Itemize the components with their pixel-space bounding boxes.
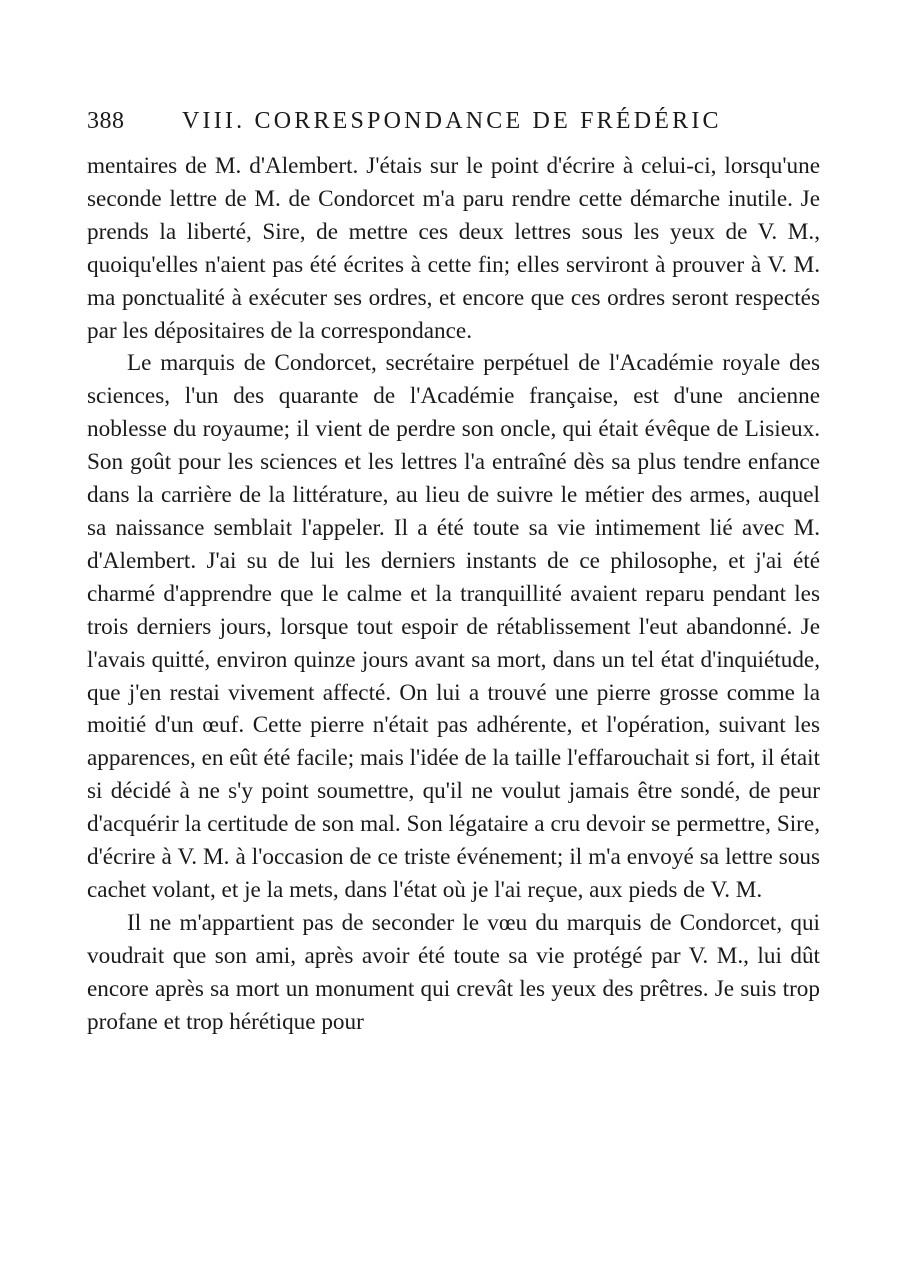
body-text	[87, 150, 820, 1038]
running-title: VIII. CORRESPONDANCE DE FRÉDÉRIC	[182, 108, 722, 134]
paragraph-monument: Il ne m'appartient pas de seconder le vœu du marquis de Condorcet, qui voudrait que son ami, après avoir été toute sa vie protégé par V. M., lui dût encore après sa mort un monument qui crevât les yeux des prêtres. Je suis trop profane et trop hérétique pour	[87, 909, 820, 1035]
book-page	[87, 108, 820, 1038]
paragraph-condorcet: Le marquis de Condorcet, secrétaire perpétuel de l'Académie royale des sciences, l'un des quarante de l'Académie française, est d'une ancienne noblesse du royaume; il vient de perdre son oncle, qui était évêque de Lisieux. Son goût pour les sciences et les lettres l'a entraîné dès sa plus tendre enfance dans la carrière de la littérature, au lieu de suivre le métier des armes, auquel sa naissance semblait l'appeler. Il a été toute sa vie intimement lié avec M. d'Alembert. J'ai su de lui les derniers instants de ce philosophe, et j'ai été charmé d'apprendre que le calme et la tranquillité avaient reparu pendant les trois derniers jours, lorsque tout espoir de rétablissement l'eut abandonné. Je l'avais quitté, environ quinze jours avant sa mort, dans un tel état d'inquiétude, que j'en restai vivement affecté. On lui a trouvé une pierre grosse comme la moitié d'un œuf. Cette pierre n'était pas adhérente, et l'opération, suivant les apparences, en eût été facile; mais l'idée de la taille l'effarouchait si fort, il était si décidé à ne s'y point soumettre, qu'il ne voulut jamais être sondé, de peur d'acquérir la certitude de son mal. Son légataire a cru devoir se permettre, Sire, d'écrire à V. M. à l'occasion de ce triste événement; il m'a envoyé sa lettre sous cachet volant, et je la mets, dans l'état où je l'ai reçue, aux pieds de V. M.	[87, 350, 820, 903]
paragraph-continued: mentaires de M. d'Alembert. J'étais sur le point d'écrire à celui-ci, lorsqu'une seconde lettre de M. de Condorcet m'a paru rendre cette démarche inutile. Je prends la liberté, Sire, de mettre ces deux lettres sous les yeux de V. M., quoiqu'elles n'aient pas été écrites à cette fin; elles serviront à prouver à V. M. ma ponctualité à exécuter ses ordres, et encore que ces ordres seront respectés par les dépositaires de la correspondance.	[87, 153, 820, 344]
running-head	[87, 108, 820, 144]
page-number: 388	[87, 108, 125, 134]
